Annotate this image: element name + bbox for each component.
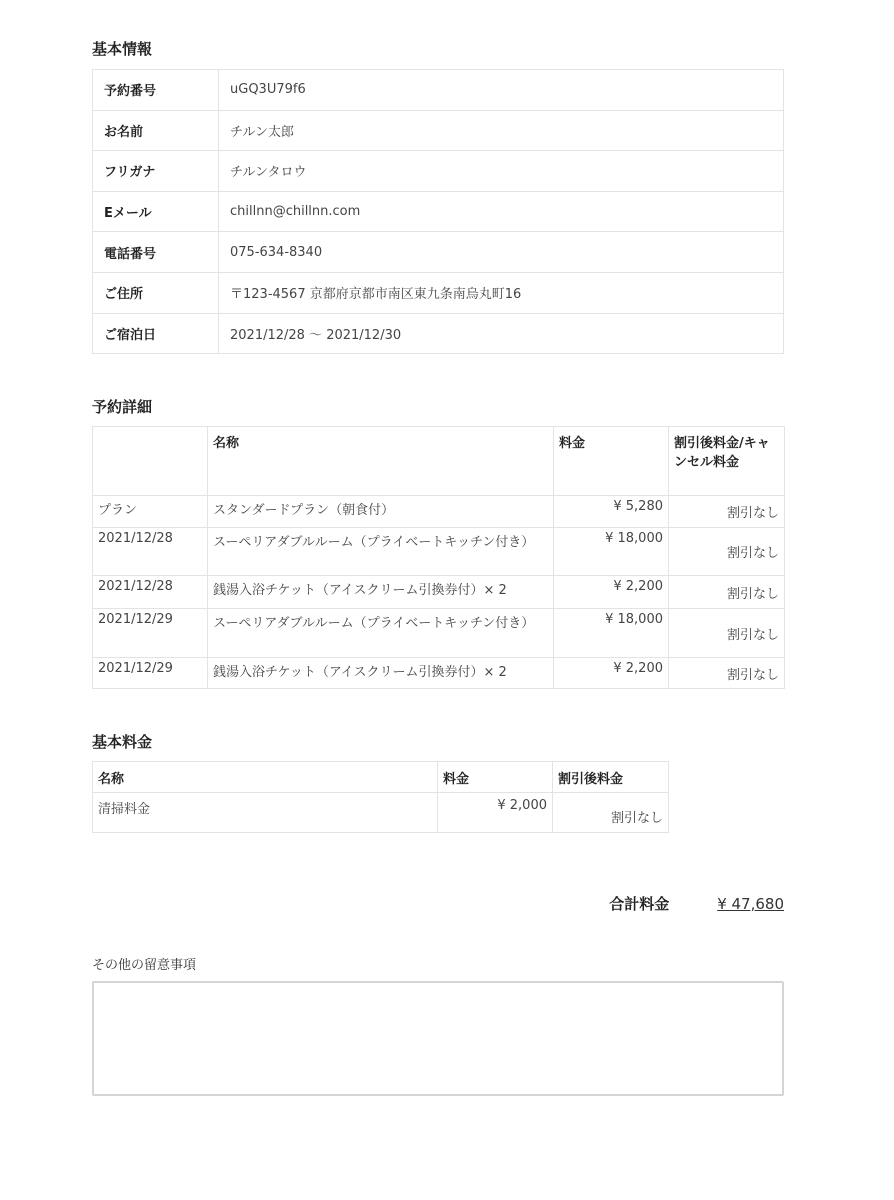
row-date: 2021/12/28	[93, 576, 208, 609]
row-name: スーペリアダブルルーム（プライベートキッチン付き）	[208, 609, 554, 658]
address-label: ご住所	[93, 272, 219, 313]
table-row	[93, 70, 784, 111]
row-discount: 割引なし	[669, 658, 785, 689]
table-header-row	[93, 762, 669, 793]
fee-name: 清掃料金	[93, 793, 438, 833]
email-label: Eメール	[93, 191, 219, 232]
total-price-label: 合計料金	[609, 895, 670, 913]
reservation-number-label: 予約番号	[93, 70, 219, 111]
furigana-value: チルンタロウ	[219, 151, 784, 192]
fee-discount: 割引なし	[553, 793, 669, 833]
header-discount-price: 割引後料金	[553, 762, 669, 793]
basic-info-title: 基本情報	[92, 40, 153, 58]
table-header-row	[93, 427, 785, 496]
reservation-number-value: uGQ3U79f6	[219, 70, 784, 111]
row-price: ¥ 18,000	[554, 609, 669, 658]
header-price: 料金	[438, 762, 553, 793]
table-row	[93, 191, 784, 232]
notes-label: その他の留意事項	[92, 958, 197, 973]
header-date	[93, 427, 208, 496]
basic-fee-title: 基本料金	[92, 733, 153, 751]
address-value: 〒123-4567 京都府京都市南区東九条南烏丸町16	[219, 272, 784, 313]
table-row	[93, 151, 784, 192]
phone-value: 075-634-8340	[219, 232, 784, 273]
row-name: スーペリアダブルルーム（プライベートキッチン付き）	[208, 528, 554, 576]
row-price: ¥ 2,200	[554, 576, 669, 609]
reservation-detail-title: 予約詳細	[92, 398, 153, 416]
table-row	[93, 496, 785, 528]
email-value: chillnn@chillnn.com	[219, 191, 784, 232]
row-date: 2021/12/29	[93, 609, 208, 658]
row-price: ¥ 5,280	[554, 496, 669, 528]
header-price: 料金	[554, 427, 669, 496]
phone-label: 電話番号	[93, 232, 219, 273]
name-label: お名前	[93, 110, 219, 151]
row-price: ¥ 2,200	[554, 658, 669, 689]
fee-price: ¥ 2,000	[438, 793, 553, 833]
total-price-value: ¥ 47,680	[717, 895, 784, 913]
basic-fee-table	[92, 761, 669, 833]
table-row	[93, 609, 785, 658]
total-price	[609, 893, 784, 914]
reservation-detail-table	[92, 426, 785, 689]
row-name: 銭湯入浴チケット（アイスクリーム引換券付）× 2	[208, 658, 554, 689]
table-row	[93, 658, 785, 689]
stay-dates-value: 2021/12/28 〜 2021/12/30	[219, 313, 784, 354]
table-row	[93, 313, 784, 354]
notes-textarea[interactable]	[92, 981, 784, 1096]
header-name: 名称	[208, 427, 554, 496]
row-discount: 割引なし	[669, 528, 785, 576]
table-row	[93, 272, 784, 313]
table-row	[93, 232, 784, 273]
name-value: チルン太郎	[219, 110, 784, 151]
stay-dates-label: ご宿泊日	[93, 313, 219, 354]
table-row	[93, 528, 785, 576]
header-discount-price: 割引後料金/キャンセル料金	[669, 427, 785, 496]
row-discount: 割引なし	[669, 609, 785, 658]
row-name: 銭湯入浴チケット（アイスクリーム引換券付）× 2	[208, 576, 554, 609]
table-row	[93, 576, 785, 609]
row-date: 2021/12/28	[93, 528, 208, 576]
table-row	[93, 110, 784, 151]
row-name: スタンダードプラン（朝食付）	[208, 496, 554, 528]
header-name: 名称	[93, 762, 438, 793]
row-discount: 割引なし	[669, 576, 785, 609]
furigana-label: フリガナ	[93, 151, 219, 192]
table-row	[93, 793, 669, 833]
row-date: プラン	[93, 496, 208, 528]
row-date: 2021/12/29	[93, 658, 208, 689]
row-price: ¥ 18,000	[554, 528, 669, 576]
row-discount: 割引なし	[669, 496, 785, 528]
basic-info-table	[92, 69, 784, 354]
